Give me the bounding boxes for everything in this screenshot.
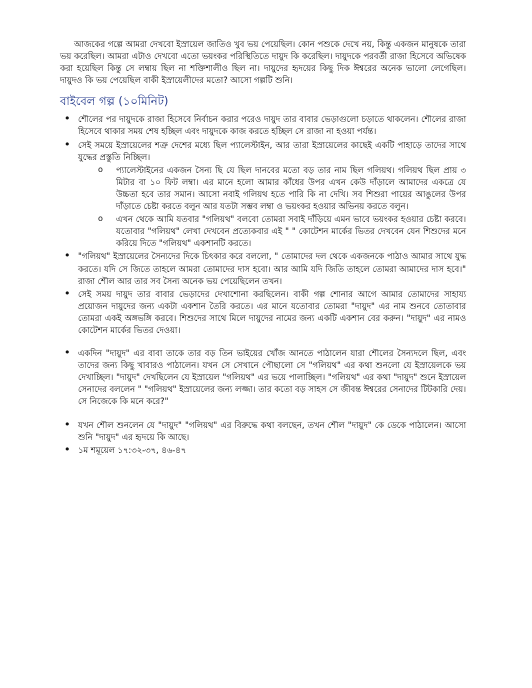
list-item-text: সেই সময় দায়ুদ তার বাবার ভেড়াদের দেখাশোনা করছিলেন। বাকী গল্প শোনার আগে আমার তোমাদের সাহায্য প্রয়োজন দায়ুদের জন্য একটা একশান তৈরি করতে। এর মানে যতোবার তোমরা "দায়ুদ" এর নাম শুনবে তোতাবার তোমরা একই অঙ্গভঙ্গি করবে। শিশুদের সাথে মিলে দায়ুদের নামের জন্য একটি একশান বের করুন। "দায়ুদ" এর নামও কোটেশন মার্কের ভিতর দেওয়া। (78, 288, 466, 335)
spacer (60, 337, 466, 347)
story-list (60, 113, 466, 336)
sub-list (94, 164, 466, 250)
list-item (60, 419, 466, 443)
intro-paragraph: আজকের গল্পে আমরা দেখবো ইস্রায়েল জাতিও খুব ভয় পেয়েছিল। কোন পশুকে দেখে নয়, কিন্তু একজন মানুষকে তারা ভয় করেছিল। আমরা এটাও দেখবো এতো ভয়ংকর পরিস্থিতিতে দায়ুদ কি করেছিল। দায়ুদকে পরবর্তী রাজা হিসেবে অভিষেক করা হয়েছিল কিন্তু সে লম্বায় ছিল না শক্তিশালীও ছিল না। দায়ুদের হৃদয়ের কিছু দিক ঈশ্বরের অনেক ভালো লেগেছিল। দায়ুদও কি ভয় পেয়েছিল বাকী ইস্রায়েলীদের মতো? আসো গল্পটি শুনি। (60, 39, 466, 86)
list-item-text: শৌলের পর দায়ুদকে রাজা হিসেবে নির্বাচন করার পরেও দায়ুদ তার বাবার ভেড়াগুলো চড়াতে থাকলেন। শৌলের রাজা হিসেবে থাকার সময় শেষ হচ্ছিল এবং দায়ুদকে কাজ করতে হচ্ছিল সে রাজা না হওয়া পর্যন্ত। (78, 114, 466, 137)
sub-list-item-text: প্যালেস্টাইনের একজন সৈন্য ছি যে ছিল দানবের মতো বড় তার নাম ছিল গলিয়থ। গলিয়থ ছিল প্রায় ৩ মিটার বা ১০ ফিট লম্বা। এর মানে হলো আমার কাঁধের উপর এখন কেউ দাঁড়ালে আমাদের একত্রে যে উচ্চতা হবে তার সমান। আসো নবাই গলিয়থ হতে পারি কি না দেখি। সব শিশুরা পায়ের আঙুলের উপর দাঁড়াতে চেষ্টা করতে বলুন আর যতটা সম্ভব লম্বা ও ভয়ংকর হওয়ার অভিনয় করতে বলুন। (116, 164, 466, 212)
scripture-reference: ১ম শমূয়েল ১৭:৩২-৩৭, ৪৬-৪৭ (78, 444, 187, 455)
list-item (60, 444, 466, 456)
list-item (60, 250, 466, 286)
section-heading: বাইবেল গল্প (১০মিনিট) (60, 94, 169, 109)
story-list-continued (60, 347, 466, 407)
list-item-text: "গলিয়থ" ইস্রায়েলের সৈন্যদের দিকে চিৎকার করে বললো, " তোমাদের দল থেকে একজনকে পাঠাও আমার সাথে যুদ্ধ করতে। যদি সে জিতে তাহলে আমরা তোমাদের দাস হবো। আর আমি যদি জিতি তাহলে তোমরা আমাদের দাস হবে।" রাজা শৌল আর তার সব সৈন্য অনেক ভয় পেয়েছিলেন তখন। (78, 251, 466, 286)
sub-list-item-text: এখন থেকে আমি যতবার "গলিয়থ" বলবো তোমরা সবাই দাঁড়িয়ে এমন ভাবে ভয়ংকর হওয়ার চেষ্টা করবে। যতোবার "গলিয়থ" লেখা দেখবেন প্রত্যেকবার এই " " কোটেশন মার্কের ভিতর দেখবেন যেন শিশুদের মনে করিয়ে দিতে "গলিয়থ" একশানটি করতে। (116, 214, 466, 249)
sub-list-item (94, 164, 466, 212)
list-item (60, 139, 466, 250)
spacer (60, 409, 466, 419)
list-item (60, 113, 466, 137)
list-item-text: একদিন "দায়ুদ" এর বাবা তাকে তার বড় তিন ভাইয়ের খোঁজ আনতে পাঠালেন যারা শৌলের সৈন্যদলে ছিল, এবং তাদের জন্য কিছু খাবারও পাঠালেন। যখন সে সেখানে পৌছালো সে "গলিয়থ" এর কথা শুনলো যে ইস্রায়েলকে ভয় দেখাচ্ছিল। "দায়ুদ" দেখছিলেন যে ইস্রায়েল "গলিয়থ" এর ভয়ে পালাচ্ছিল। "গলিয়থ" এর কথা "দায়ুদ" শুনে ইস্রায়েল সেনাদের বললেন " "গলিয়থ" ইস্রায়েলের জন্য লজ্জা। তার কতো বড় সাহস সে জীবন্ত ঈশ্বরের সেনাদের টিটকারি দেয়। সে নিজেকে কি মনে করে?" (78, 348, 466, 407)
list-item-text: সেই সময়ে ইস্রায়েলের শত্রু দেশের মধ্যে ছিল প্যালেস্টাইন, আর তারা ইস্রায়েলের কাছেই একটি পাহাড়ে তাদের সাথে যুদ্ধের প্রস্তুতি নিচ্ছিল। (78, 139, 466, 162)
list-item-text: যখন শৌল শুনলেন যে "দায়ুদ" "গলিয়থ" এর বিরুদ্ধে কথা বলছেন, তখন শৌল "দায়ুদ" কে ডেকে পাঠালেন। আসো শুনি "দায়ুদ" এর হৃদয়ে কি আছে। (78, 419, 466, 442)
list-item (60, 347, 466, 407)
sub-list-item (94, 213, 466, 249)
story-list-end (60, 419, 466, 456)
list-item (60, 288, 466, 336)
